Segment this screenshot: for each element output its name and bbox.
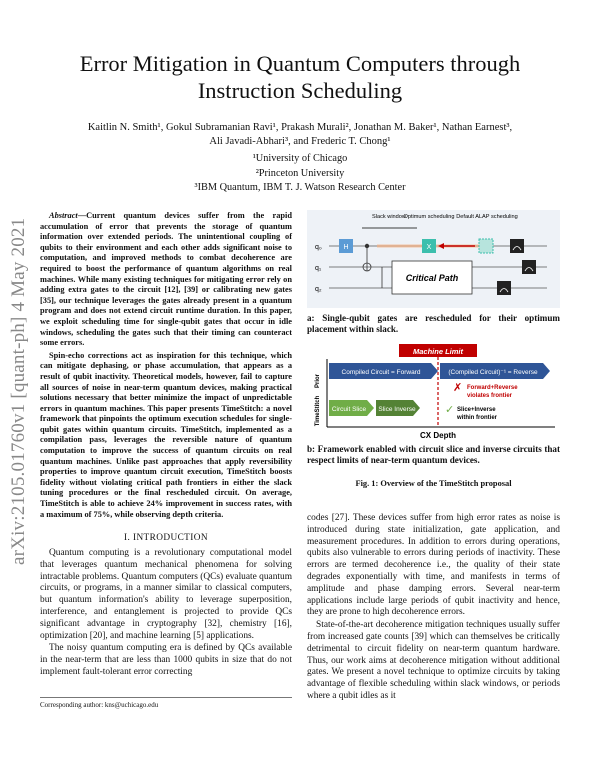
paper-title: Error Mitigation in Quantum Computers through Instruction Scheduling — [79, 51, 521, 103]
cx-depth-label: CX Depth — [420, 431, 456, 440]
reverse-label: (Compiled Circuit)⁻¹ = Reverse — [448, 369, 538, 376]
violates-x-icon: ✗ — [453, 382, 463, 394]
circuit-slice-label: Circuit Slice — [331, 406, 367, 413]
authors-line-2: Ali Javadi-Abhari³, and Frederic T. Chong¹ — [209, 136, 391, 147]
right-paragraph-2: State-of-the-art decoherence mitigation techniques usually suffer from increased gate counts [39] which can themselves be critically detrimental to circuit fidelity on near-term quantum hardware. Thus, our work aims at decoherence mitigation without additional gates. We present a novel technique to optimize circuits by taking advantage of flexible scheduling within slack windows, or periods where a qubit idles as it — [307, 620, 560, 701]
right-paragraph-1: codes [27]. These devices suffer from high error rates as noise is introduced during state initialization, gate application, and measurement procedures. In addition to errors during operations, qubits also vulnerable to errors during periods of inactivity. These errors are termed decoherence i.e., the quality of their state degrades exponentially with time, and manifests in terms of amplitude and phase damping errors. Several near-term applications include large periods of qubit inactivity and hence, they are prone to high decoherence errors. — [307, 513, 560, 618]
authors-line-1: Kaitlin N. Smith¹, Gokul Subramanian Ravi¹, Prakash Murali², Jonathan M. Baker¹, Nathan Earnest³, — [87, 122, 513, 133]
right-column-text — [307, 513, 560, 704]
slack-window-label: Slack window — [372, 214, 406, 220]
within-line-2: within frontier — [457, 415, 497, 421]
machine-limit-label: Machine Limit — [412, 347, 464, 356]
figure-1b-caption: b: Framework enabled with circuit slice and inverse circuits that respect limits of near-term quantum devices. — [307, 444, 560, 466]
affiliation-3: ³IBM Quantum, IBM T. J. Watson Research Center — [194, 182, 406, 193]
forward-label: Compiled Circuit = Forward — [341, 369, 421, 376]
x-gate-optimum-label: X — [426, 244, 432, 251]
figure-1b-framework — [307, 341, 560, 441]
abstract-lead: Abstract — [49, 211, 78, 220]
alap-scheduling-label: Default ALAP scheduling — [456, 214, 518, 220]
abstract — [40, 211, 292, 522]
q1-label: q₁ — [315, 265, 322, 272]
optimum-scheduling-label: Optimum scheduling — [403, 214, 455, 220]
author-list — [72, 121, 528, 149]
within-check-icon: ✓ — [445, 404, 455, 416]
abstract-paragraph-1 — [40, 211, 292, 349]
abstract-paragraph-2: Spin-echo corrections act as inspiration for this technique, which can mitigate dephasing, or phase accumulation, that appears as a result of qubit inactivity. Theoretical models, however, fail to capture all sources of noise in near-term quantum devices, making practical solutions necessary that better minimize the impact of unpredictable errors in quantum machines. This paper presents TimeStitch: a novel framework that pinpoints the optimum execution schedules for single-qubit gates within quantum circuits. TimeStitch, implemented as a compilation pass, leverages the reversible nature of quantum computation to improve the success of quantum circuits on real quantum machines. Unlike past approaches that apply reversibility properties to improve quantum circuit execution, TimeStitch boosts fidelity without violating critical path frontiers in either the slack tuning procedures or the final rescheduled circuit. On average, TimeStitch is able to achieve 24% improvement in success rates, with a maximum of 75%, while observing depth criteria. — [40, 350, 292, 519]
arxiv-stamp: arXiv:2105.01760v1 [quant-ph] 4 May 2021 — [8, 217, 29, 565]
violates-line-1: Forward+Reverse — [467, 385, 518, 391]
introduction — [40, 548, 292, 680]
timestitch-label: TimeStitch — [315, 395, 321, 427]
figure-1-caption: Fig. 1: Overview of the TimeStitch proposal — [355, 479, 512, 488]
measure-q1-icon — [522, 260, 536, 274]
q0-label: q₀ — [315, 244, 322, 251]
measure-q2-icon — [497, 281, 511, 295]
prior-label: Prior — [315, 373, 321, 389]
footnote: Corresponding author: kns@uchicago.edu — [40, 697, 292, 709]
critical-path-label: Critical Path — [405, 273, 459, 283]
q2-label: q₂ — [315, 286, 322, 293]
h-gate-label: H — [343, 244, 349, 251]
within-line-1: Slice+Inverse — [457, 407, 496, 413]
cnot-1-control — [365, 244, 369, 248]
x-gate-alap — [479, 239, 493, 253]
intro-paragraph-2: The noisy quantum computing era is defined by QCs available in the near-term that are less than 1000 qubits in size that do not implement fault-tolerant error correcting — [40, 643, 292, 677]
abstract-p1-text: —Current quantum devices suffer from the rapid accumulation of error that prevents the storage of quantum information over extended periods. The unintentional coupling of qubits to their environment and each other adds significant noise to computation, and improved methods to combat decoherence are required to boost the performance of quantum algorithms on real machines. While many existing techniques for mitigating error rely on adding extra gates to the circuit [12], [39] or calibrating new gates [35], our technique leverages the gates already present in a quantum program and does not extend circuit runtime duration. In this paper, we exploit scheduling time for single-qubit gates that occur in idle windows, scheduling the gates such that their timing can counteract some errors. — [40, 211, 292, 348]
violates-line-2: violates frontier — [467, 393, 513, 399]
slice-inverse-label: Slice Inverse — [378, 406, 416, 413]
affiliation-2: ²Princeton University — [255, 167, 345, 179]
measure-q0-icon — [510, 239, 524, 253]
figure-1a-caption: a: Single-qubit gates are rescheduled for their optimum placement within slack. — [307, 313, 560, 335]
affiliation-1: ¹University of Chicago — [252, 153, 348, 164]
affiliations — [100, 152, 500, 196]
section-heading: I. INTRODUCTION — [124, 533, 208, 543]
figure-1a-circuit — [307, 210, 560, 308]
intro-paragraph-1: Quantum computing is a revolutionary computational model that leverages quantum mechanical phenomena for solving intractable problems. Quantum computers (QCs) evaluate quantum circuits, or programs, in a manner similar to classical computers, but quantum information's ability to leverage superposition, interference, and entanglement is projected to provide QCs significant advantage in cryptography [32], chemistry [16], optimization [20], and machine learning [5] applications. — [40, 548, 292, 641]
